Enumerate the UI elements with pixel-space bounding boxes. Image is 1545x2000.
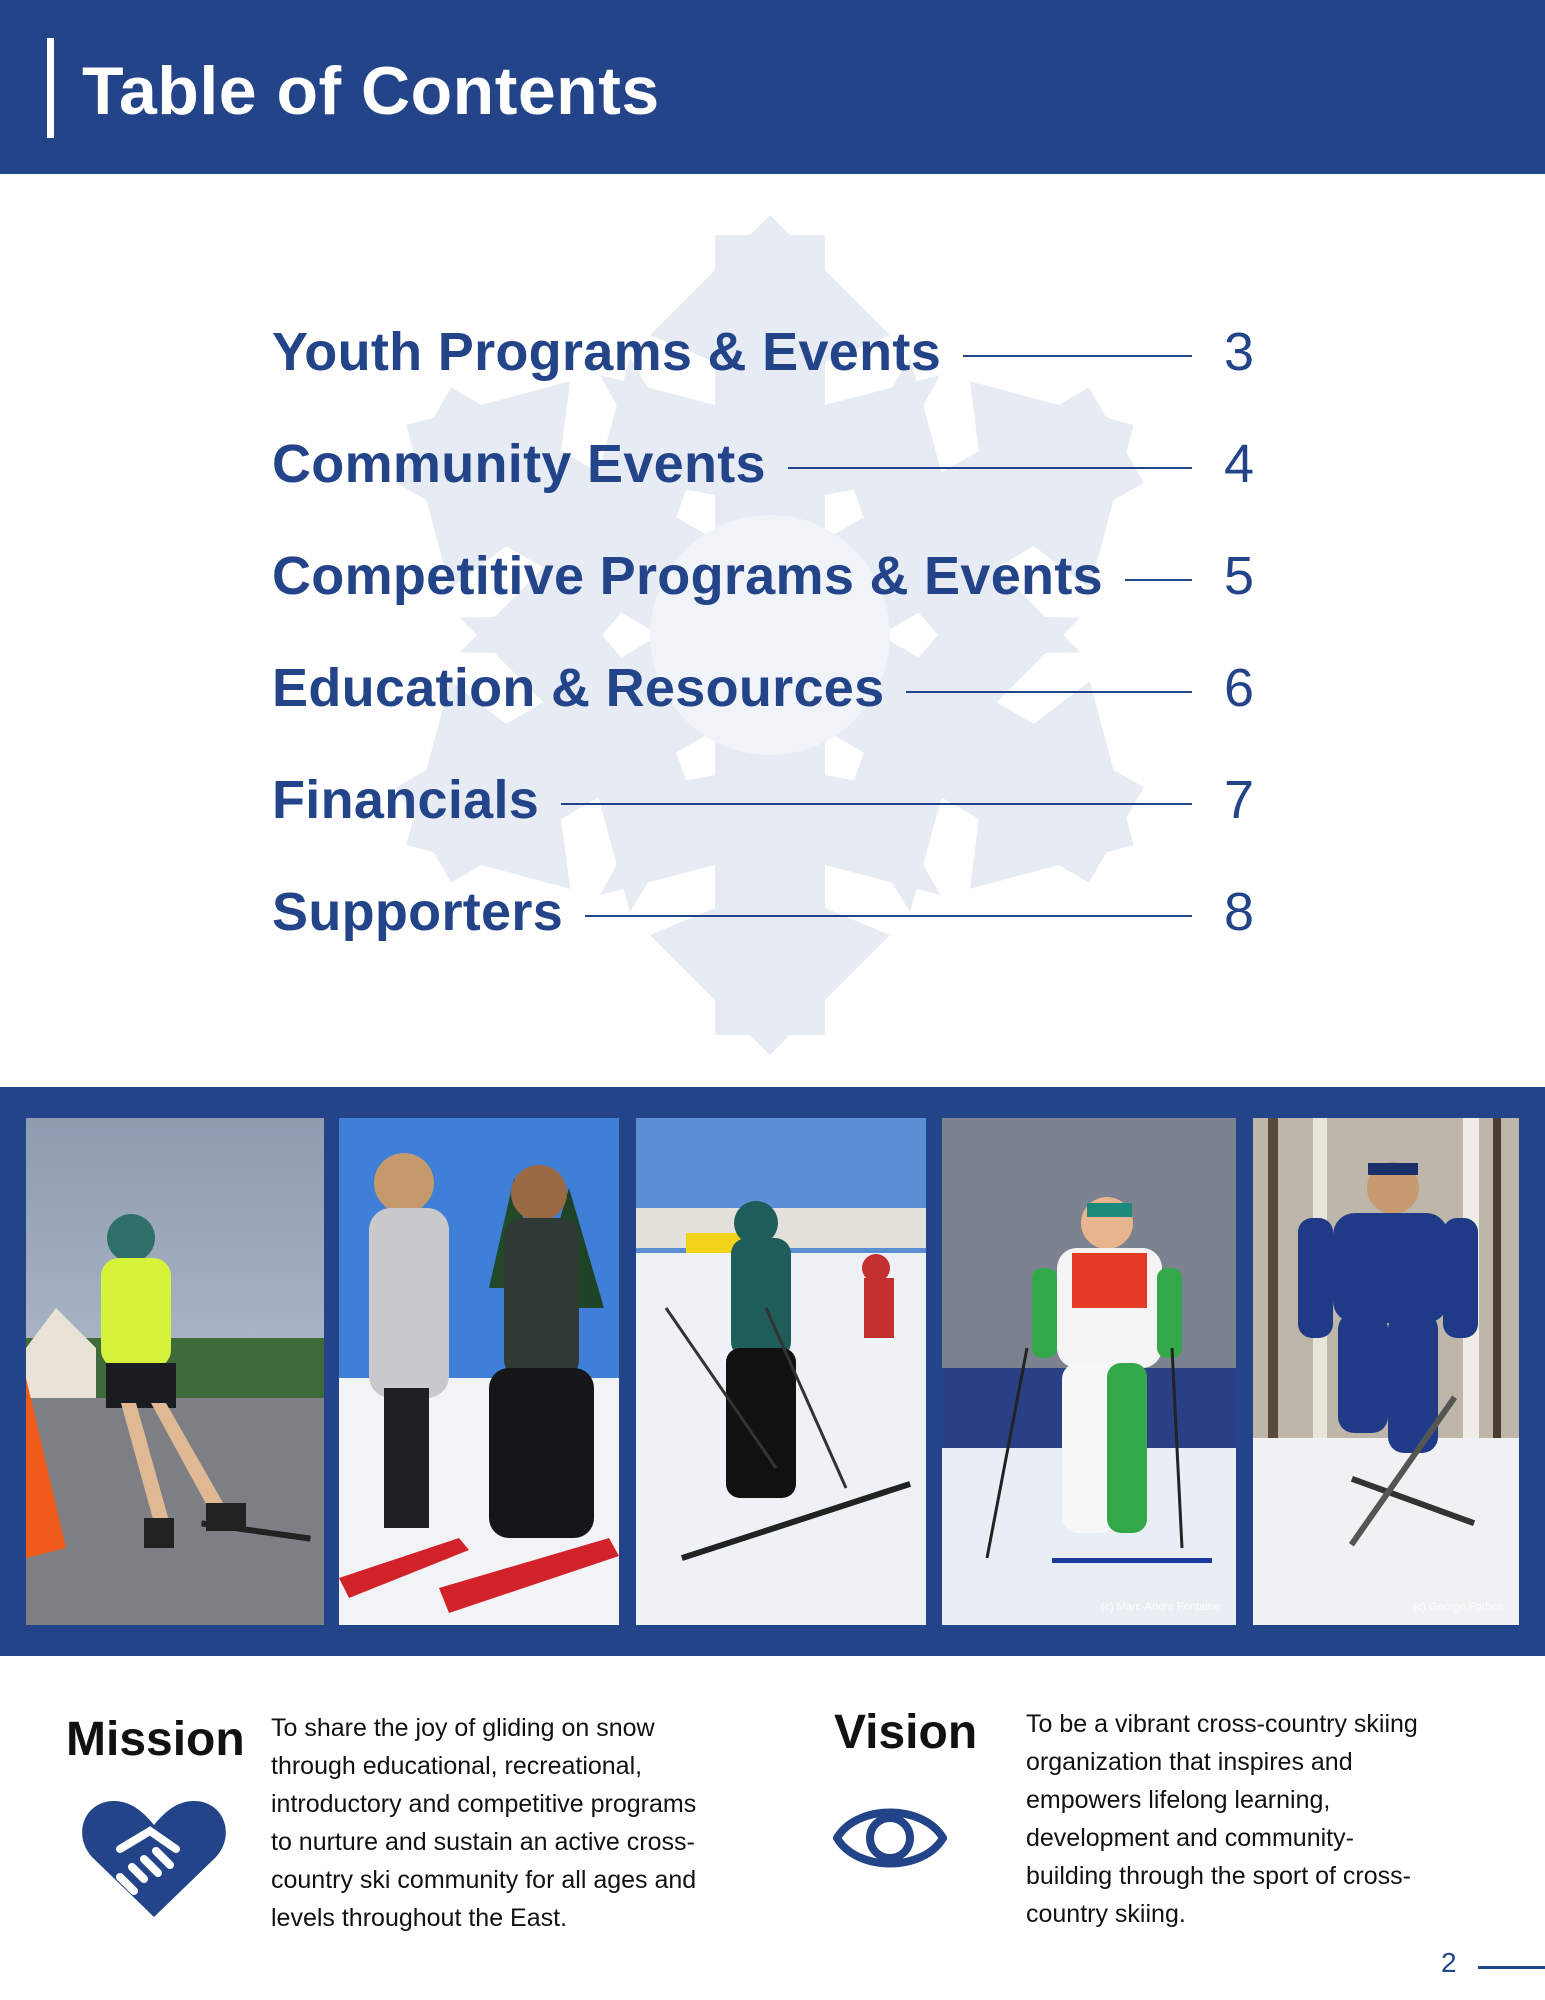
vision-line: organization that inspires and <box>1026 1748 1353 1776</box>
toc-page-number: 5 <box>1223 546 1254 606</box>
toc-entry-title: Education & Resources <box>272 658 885 718</box>
toc-leader-line <box>788 467 1192 469</box>
vision-line: building through the sport of cross- <box>1026 1862 1411 1890</box>
mission-text <box>271 1709 696 1937</box>
toc-leader-line <box>1125 579 1192 581</box>
toc-entry-title: Community Events <box>272 434 766 494</box>
mission-line: introductory and competitive programs <box>271 1790 697 1818</box>
toc-leader-line <box>963 355 1192 357</box>
toc-leader-line <box>561 803 1192 805</box>
vision-line: empowers lifelong learning, <box>1026 1786 1331 1814</box>
toc-entry-title: Supporters <box>272 882 564 942</box>
toc-entry-supporters[interactable] <box>272 872 1254 952</box>
page-number-rule <box>1478 1966 1545 1969</box>
photo-classic-skier <box>636 1118 926 1625</box>
mission-line: through educational, recreational, <box>271 1752 643 1780</box>
toc-entry-youth[interactable] <box>272 312 1254 392</box>
eye-icon <box>833 1796 947 1880</box>
toc-entry-community[interactable] <box>272 424 1254 504</box>
heart-handshake-icon <box>80 1797 228 1919</box>
mission-line: country ski community for all ages and <box>271 1866 697 1894</box>
vision-line: To be a vibrant cross-country skiing <box>1026 1710 1418 1738</box>
vision-text <box>1026 1705 1418 1933</box>
page-title: Table of Contents <box>82 53 660 129</box>
photo-credit: (c) George Forbes <box>1413 1601 1503 1613</box>
toc-entry-title: Competitive Programs & Events <box>272 546 1103 606</box>
mission-line: To share the joy of gliding on snow <box>271 1714 655 1742</box>
toc-entry-competitive[interactable] <box>272 536 1254 616</box>
toc-entry-education[interactable] <box>272 648 1254 728</box>
mission-line: levels throughout the East. <box>271 1904 568 1932</box>
page-number: 2 <box>1441 1947 1457 1978</box>
toc-page-number: 6 <box>1223 658 1254 718</box>
mission-heading: Mission <box>66 1713 245 1766</box>
toc-page-number: 8 <box>1223 882 1254 942</box>
toc-entry-financials[interactable] <box>272 760 1254 840</box>
toc-entry-title: Financials <box>272 770 540 830</box>
mission-line: to nurture and sustain an active cross- <box>271 1828 695 1856</box>
photo-roller-skier <box>26 1118 324 1625</box>
toc-page-number: 7 <box>1223 770 1254 830</box>
photo-racer-bib-27 <box>942 1118 1236 1625</box>
toc-leader-line <box>906 691 1192 693</box>
vision-line: country skiing. <box>1026 1900 1186 1928</box>
toc-page-number: 4 <box>1223 434 1254 494</box>
photo-two-kids-skiing <box>339 1118 619 1625</box>
vision-heading: Vision <box>834 1706 978 1759</box>
photo-racer-bib-119 <box>1253 1118 1519 1625</box>
vision-line: development and community- <box>1026 1824 1354 1852</box>
toc-leader-line <box>585 915 1192 917</box>
toc-page-number: 3 <box>1223 322 1254 382</box>
toc-entry-title: Youth Programs & Events <box>272 322 942 382</box>
photo-credit: (c) Marc-Andre Fontaine <box>1100 1601 1220 1613</box>
photo-strip <box>0 1087 1545 1656</box>
